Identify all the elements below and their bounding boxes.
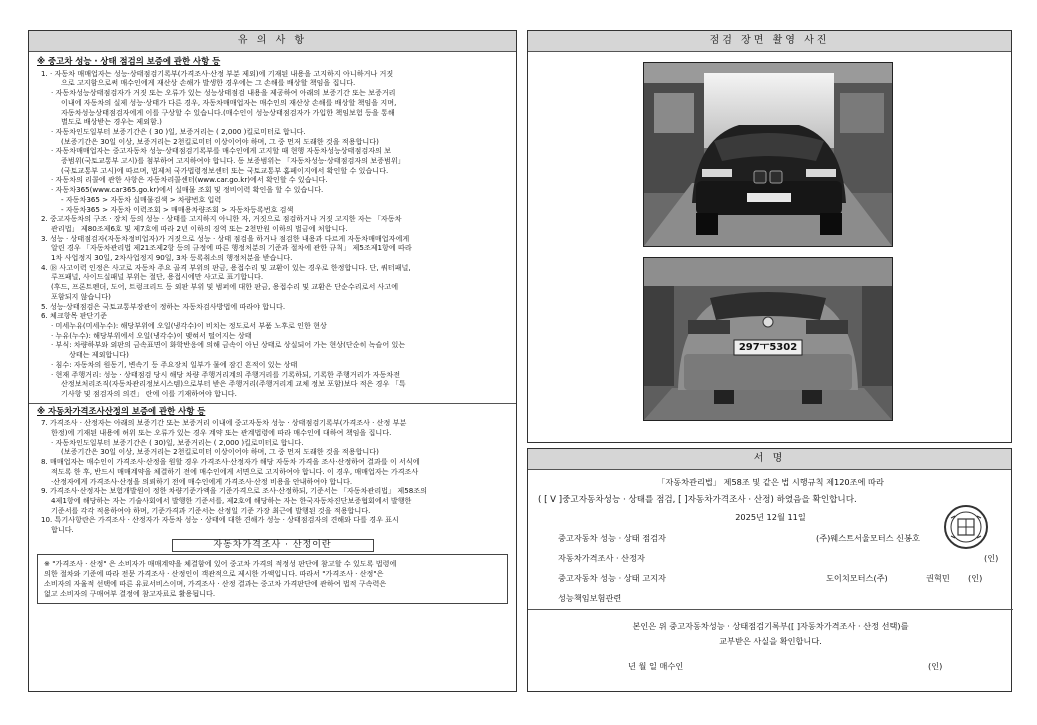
inspector-name: (주)웨스트서울모터스 신봉호 xyxy=(816,533,920,543)
notice-line: 기준서를 각각 적용하여야 하며, 기준가격과 기준서는 산정일 기준 가장 최근에 발행된 것을 적용합니다. xyxy=(51,505,371,515)
notice-line: 으로 고지함으로써 매수인에게 재산상 손해가 발생한 경우에는 그 손해를 배상할 책임을 집니다. xyxy=(61,78,356,88)
notice-line: · 자동차인도일부터 보증기간은 ( 30)일, 보증거리는 ( 2,000 )킬로미터로 합니다. xyxy=(51,437,304,447)
notice-line: 합니다. xyxy=(51,525,74,535)
section1-body xyxy=(37,69,508,399)
notice-line: · 침수: 자동차의 원동기, 변속기 등 주요장치 일부가 물에 잠긴 흔적이 있는 상태 xyxy=(51,359,298,369)
notice-line: · 자동차매매업자는 중고자동차 성능·상태점검기록부를 매수인에게 고지할 때 현행 자동차성능상태점검자의 보 xyxy=(51,146,392,156)
rear-inspection-photo xyxy=(643,257,893,421)
notice-line: · 자동차인도일부터 보증기간은 ( 30 )일, 보증거리는 ( 2,000 )킬로미터로 합니다. xyxy=(51,126,306,136)
notice-line: 1차 사업정지 30일, 2차사업정지 90일, 3차 등록취소의 행정처분을 받습니다. xyxy=(51,253,293,263)
appraisal-box-title: 자동차가격조사 · 산정이란 xyxy=(172,539,374,553)
notice-line: 2. 중고자동차의 구조 · 장치 등의 성능 · 상태를 고지하지 아니한 자, 거짓으로 점검하거나 거짓 고지한 자는 「자동차 xyxy=(41,214,402,224)
notice-line: 10. 특기사항란은 가격조사 · 산정자가 자동차 성능 · 상태에 대한 견해가 성능 · 상태점검자의 견해와 다를 경우 표시 xyxy=(41,515,399,525)
section-divider xyxy=(29,403,516,404)
confirm-line: ( [ V ]중고자동차성능 · 상태를 점검, [ ]자동차가격조사 · 산정) 하였음을 확인합니다. xyxy=(538,495,857,505)
notice-line: - 자동차365 > 자동차 이력조회 > 매매용차량조회 > 자동차등록번호 검색 xyxy=(61,204,294,214)
rear-license-plate: 297ㅜ5302 xyxy=(738,342,798,353)
notice-line: 1. · 자동차 매매업자는 성능·상태점검기록부(가격조사·산정 부분 제외)에 기재된 내용을 고지하지 아니하거나 거짓 xyxy=(41,68,394,78)
insurance-label: 성능책임보험관련 xyxy=(558,593,622,603)
notice-line: · 미세누유(미세누수): 해당부위에 오일(냉각수)이 비치는 정도로서 부품 노후로 인한 현상 xyxy=(51,320,327,330)
notice-line: · 자동차365(www.car365.go.kr)에서 실매물 조회 및 정비이력 확인을 할 수 있습니다. xyxy=(51,185,324,195)
inspector-label: 중고자동차 성능 · 상태 점검자 xyxy=(558,533,666,543)
signature-panel xyxy=(527,448,1012,692)
photo-panel xyxy=(527,30,1012,443)
notice-line: 한정)에 기재된 내용에 허위 또는 오류가 있는 경우 계약 또는 관계법령에 따라 매수인에 대하여 책임을 집니다. xyxy=(51,428,392,438)
notice-line: · 자동차의 리콜에 관한 사항은 자동차리콜센터(www.car.go.kr)에서 확인할 수 있습니다. xyxy=(51,175,328,185)
notice-line: · 누유(누수): 해당부위에서 오일(냉각수)이 맺혀서 떨어지는 상태 xyxy=(51,330,252,340)
notice-line: (국토교통부 고시)에 따르며, 법제처 국가법령정보센터 또는 국토교통부 홈페이지에서 확인할 수 있습니다. xyxy=(61,165,389,175)
notice-line: 8. 매매업자는 매수인이 가격조사·산정을 원할 경우 가격조사·산정자가 해당 자동차 가격을 조사·산정하여 결과를 이 서식에 xyxy=(41,457,420,467)
notice-line: 5. 성능·상태점검은 국토교통부장관이 정하는 자동차검사방법에 따라야 합니다. xyxy=(41,301,286,311)
notice-line: 알린 경우 「자동차관리법 제21조제2항 등의 규정에 따른 행정처분의 기준과 절차에 관한 규칙」 제5조제1항에 따라 xyxy=(51,243,412,253)
signature-divider xyxy=(528,609,1013,610)
notifier-name: 권혁민 xyxy=(926,573,950,583)
notice-line: 4. ⑱ 사고이력 인정은 사고로 자동차 주요 골격 부위의 판금, 용접수리 및 교환이 있는 경우로 한정합니다. 단, 쿼터패널, xyxy=(41,262,411,272)
notice-line: 증범위(국토교통부 고시)를 첨부하여 고지하여야 합니다. 동 보증범위는 「자동차성능·상태점검자의 보증범위」 xyxy=(61,156,405,166)
notice-line: (후드, 프론트펜더, 도어, 트렁크리드 등 외판 부위 및 범퍼에 대한 판금, 용접수리 및 교환은 단순수리로서 사고에 xyxy=(51,282,399,292)
notice-line: 포함되지 않습니다) xyxy=(51,291,111,301)
notice-line: 적도록 한 후, 반드시 매매계약을 체결하기 전에 매수인에게 서면으로 고지하여야 합니다. 이 경우, 매매업자는 가격조사 xyxy=(51,466,419,476)
notice-line: 산정보처리조직(자동차관리정보시스템)으로부터 받은 주행거리(주행거리계 교체 정보 포함)보다 적은 경우 「특 xyxy=(61,379,406,389)
notice-line: 상태는 제외합니다) xyxy=(69,350,129,360)
notifier-seal: (인) xyxy=(968,573,983,583)
notice-line: ·산정자에게 가격조사·산정을 의뢰하기 전에 매수인에게 가격조사·산정 비용을 안내하여야 합니다. xyxy=(51,476,353,486)
signature-title: 서 명 xyxy=(528,449,1011,470)
section2-body xyxy=(37,418,508,534)
notice-content xyxy=(29,52,516,607)
buyer-seal: (인) xyxy=(928,661,943,671)
buyer-line: 년 월 일 매수인 xyxy=(628,661,684,671)
appraiser-label: 자동차가격조사 · 산정자 xyxy=(558,553,645,563)
notice-line: (보증기간은 30일 이상, 보증거리는 2천킬로미터 이상이어야 하며, 그 중 먼저 도래한 것을 적용합니다) xyxy=(61,447,379,457)
notice-line: · 자동차성능상태점검자가 거짓 또는 오류가 있는 성능상태점검 내용을 제공하여 아래의 보증기간 또는 보증거리 xyxy=(51,88,396,98)
notice-line: 9. 가격조사·산정자는 보험개발원이 정한 차량기준가액을 기준가격으로 조사·산정하되, 기준서는 「자동차관리법」 제58조의 xyxy=(41,486,427,496)
notice-line: · 현재 주행거리: 성능 · 상태점검 당시 해당 차량 주행거리계의 주행거리를 기록하되, 기록한 주행거리가 자동차전 xyxy=(51,369,401,379)
photo-panel-title: 점검 장면 촬영 사진 xyxy=(528,31,1011,52)
notice-line: (보증기간은 30일 이상, 보증거리는 2천킬로미터 이상이어야 하며, 그 중 먼저 도래한 것을 적용합니다) xyxy=(61,136,379,146)
notice-line: 자동차성능상태점검자에게 이를 구상할 수 있습니다.(매수인이 성능상태점검자가 가입한 책임보험 등을 통해 xyxy=(61,107,395,117)
notice-line: 6. 체크항목 판단기준 xyxy=(41,311,108,321)
notice-line: 4제1항에 해당하는 자는 기술사회에서 발행한 기준서를, 제2호에 해당하는 자는 한국자동차진단보증협회에서 발행한 xyxy=(51,495,412,505)
notice-line: 7. 가격조사 · 산정자는 아래의 보증기간 또는 보증거리 이내에 중고자동차 성능 · 상태점검기록부(가격조사 · 산정 부분 xyxy=(41,418,407,428)
notice-title: 유 의 사 항 xyxy=(29,31,516,52)
notice-line: 루프패널, 사이드실패널 부위는 절단, 용접시에만 사고로 표기합니다. xyxy=(51,272,264,282)
notice-line: 관리법」 제80조제6호 및 제7호에 따라 2년 이하의 징역 또는 2천만원 이하의 벌금에 처합니다. xyxy=(51,223,348,233)
section1-title: ※ 중고차 성능 · 상태 점검의 보증에 관한 사항 등 xyxy=(37,56,221,66)
notice-line: - 자동차365 > 자동차 실매물검색 > 차량번호 입력 xyxy=(61,194,222,204)
notice-line: 기사항 및 점검자의 의견」 란에 이를 기재하여야 합니다. xyxy=(61,388,237,398)
notice-line: 별도로 배상받는 경우는 제외함.) xyxy=(61,117,162,127)
notice-line: 이내에 자동차의 실제 성능·상태가 다른 경우, 자동차매매업자는 매수인의 재산상 손해를 배상할 책임을 지며, xyxy=(61,97,397,107)
notice-line: · 부식: 차량하부와 외판의 금속표면이 화학반응에 의해 금속이 아닌 상태로 상실되어 가는 현상(단순히 녹슬어 있는 xyxy=(51,340,406,350)
front-inspection-photo xyxy=(643,62,893,247)
section2-title: ※ 자동차가격조사산정의 보증에 관한 사항 등 xyxy=(37,405,206,416)
appraiser-seal: (인) xyxy=(984,553,999,563)
notifier-label: 중고자동차 성능 · 상태 고지자 xyxy=(558,573,666,583)
receipt-line-1: 본인은 위 중고자동차성능 · 상태점검기록부([ ]자동차가격조사 · 산정 선택)를 xyxy=(632,621,909,631)
receipt-line-2: 교부받은 사실을 확인합니다. xyxy=(719,636,822,646)
notifier-company: 도이치모터스(주) xyxy=(826,573,888,583)
notice-panel xyxy=(28,30,517,692)
notice-line: 3. 성능 · 상태점검자(자동차정비업자)가 거짓으로 성능 · 상태 점검을 하거나 점검한 내용과 다르게 자동차매매업자에게 xyxy=(41,233,410,243)
company-seal-stamp xyxy=(943,504,989,550)
sign-date: 2025년 12월 11일 xyxy=(735,512,806,522)
law-line: 「자동차관리법」 제58조 및 같은 법 시행규칙 제120조에 따라 xyxy=(657,477,884,487)
appraisal-box-text: ※ "가격조사 · 산정" 은 소비자가 매매계약을 체결함에 있어 중고차 가격의 적정성 판단에 참고할 수 있도록 법령에 의한 절차와 기준에 따라 전문 가격조사 · 산정인이 객관적으로 제시한 가액입니다. 따라서 "가격조사 · 산정"은 소비자의 자율적 선택에 따른 유료서비스이며, 가격조사 · 산정 결과는 중고차 가격판단에 관하여 법적 구속력은 없고 소비자의 구매여부 결정에 참고자료로 활용됩니다. xyxy=(37,554,508,604)
